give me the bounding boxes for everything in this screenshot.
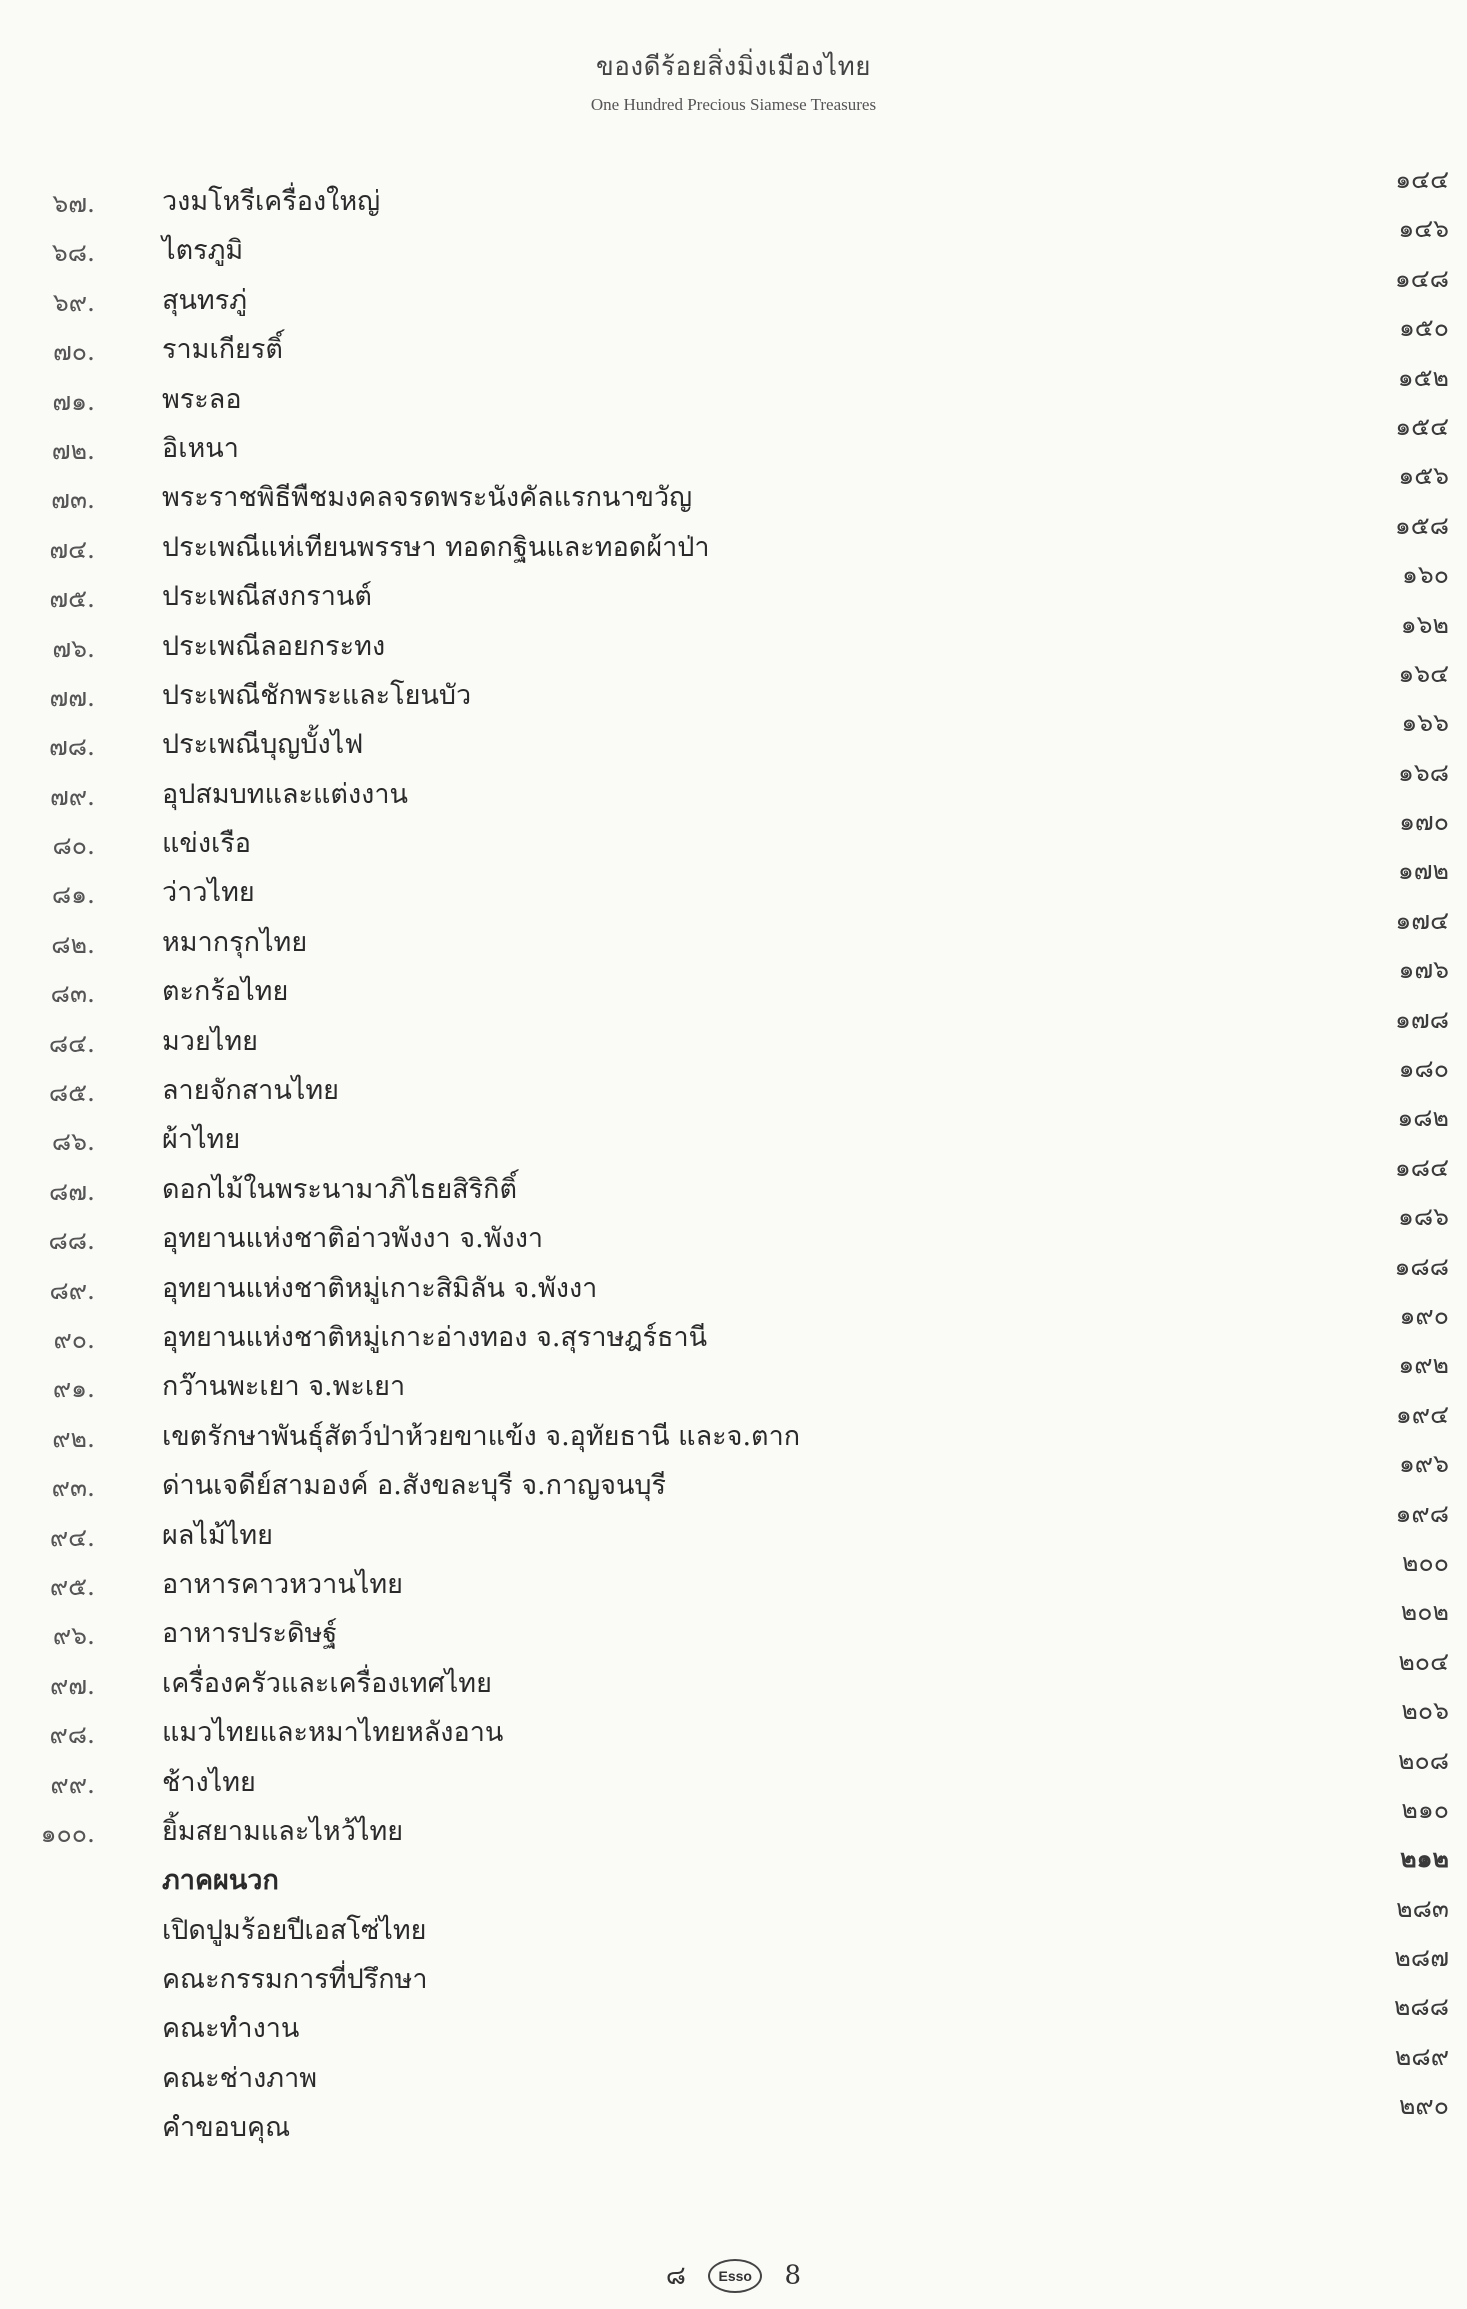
toc-item-number: ๗๕. [49, 584, 95, 614]
toc-item-page: ๒๐๘ [1397, 1745, 1449, 1775]
toc-item-title: ไตรภูมิ [162, 235, 244, 267]
page-number-arabic: 8 [784, 2260, 802, 2291]
toc-item-number: ๙๕. [49, 1571, 95, 1601]
toc-item-title: พระราชพิธีพืชมงคลจรดพระนังคัลแรกนาขวัญ [162, 482, 693, 514]
toc-item-number: ๘๒. [51, 929, 95, 959]
toc-item-title: เขตรักษาพันธุ์สัตว์ป่าห้วยขาแข้ง จ.อุทัยธานี และจ.ตาก [162, 1420, 801, 1452]
toc-item-title: กว๊านพะเยา จ.พะเยา [162, 1371, 406, 1403]
toc-item-page: ๑๕๘ [1394, 510, 1449, 540]
toc-item-page: ๑๖๔ [1398, 658, 1449, 688]
toc-row [0, 950, 1467, 1009]
toc-row [0, 1345, 1467, 1404]
toc-item-title: เปิดปูมร้อยปีเอสโซ่ไทย [162, 1914, 427, 1946]
toc-item-number: ๗๙. [49, 781, 95, 811]
toc-item-page: ๒๐๒ [1400, 1597, 1449, 1627]
toc-row [0, 753, 1467, 811]
toc-item-title: อุทยานแห่งชาติหมู่เกาะสิมิลัน จ.พังงา [162, 1272, 598, 1304]
page-number-thai: ๘ [665, 2261, 686, 2291]
toc-row [0, 456, 1467, 515]
toc-item-title: มวยไทย [162, 1025, 258, 1057]
toc-item-title: ช้างไทย [162, 1766, 256, 1798]
table-of-contents [0, 160, 1467, 2144]
toc-item-title: แมวไทยและหมาไทยหลังอาน [162, 1717, 504, 1749]
toc-row [0, 1741, 1467, 1799]
toc-item-number: ๙๗. [49, 1670, 95, 1700]
toc-item-page: ๑๕๔ [1395, 411, 1449, 441]
toc-item-title: คำขอบคุณ [162, 2112, 291, 2144]
toc-item-page: ๑๔๔ [1395, 165, 1449, 194]
toc-row [0, 358, 1467, 416]
toc-item-page: ๑๙๘ [1395, 1498, 1449, 1528]
toc-item-title: คณะกรรมการที่ปรึกษา [162, 1964, 428, 1996]
toc-item-number: ๘๔. [48, 1028, 95, 1058]
toc-item-number: ๖๗. [52, 189, 95, 218]
toc-item-title: สุนทรภู่ [162, 284, 248, 316]
toc-item-title: คณะทำงาน [162, 2013, 300, 2045]
toc-row [0, 1395, 1467, 1453]
toc-item-page: ๑๘๐ [1398, 1054, 1449, 1084]
toc-row [0, 1247, 1467, 1305]
toc-item-page: ๒๑๒ [1400, 1844, 1449, 1874]
toc-item-title: อาหารคาวหวานไทย [162, 1568, 403, 1600]
toc-item-title: ประเพณีแห่เทียนพรรษา ทอดกฐินและทอดผ้าป่า [162, 531, 710, 563]
toc-row [0, 654, 1467, 712]
toc-item-title: อุทยานแห่งชาติอ่าวพังงา จ.พังงา [162, 1223, 544, 1255]
toc-item-number: ๘๑. [51, 880, 95, 910]
toc-item-title: หมากรุกไทย [162, 926, 308, 958]
toc-item-page: ๑๖๒ [1400, 609, 1449, 639]
toc-item-number: ๗๒. [51, 435, 95, 465]
toc-row [0, 1049, 1467, 1108]
toc-item-title: อาหารประดิษฐ์ [162, 1618, 338, 1650]
toc-item-page: ๑๗๒ [1397, 856, 1449, 886]
toc-item-title: ลายจักสานไทย [162, 1075, 339, 1107]
toc-item-title: ประเพณีชักพระและโยนบัว [162, 679, 472, 711]
toc-row [0, 1000, 1467, 1058]
toc-item-number: ๙๐. [53, 1324, 95, 1354]
toc-row [0, 1642, 1467, 1700]
toc-item-number: ๙๙. [50, 1769, 95, 1799]
toc-item-page: ๑๕๖ [1398, 461, 1449, 491]
toc-item-title: รามเกียรติ์ [162, 334, 283, 366]
toc-row [0, 851, 1467, 910]
toc-row [0, 1494, 1467, 1552]
toc-item-page: ๑๗๘ [1395, 1004, 1449, 1034]
toc-item-page: ๑๗๖ [1398, 955, 1449, 985]
page-footer [0, 2255, 1467, 2296]
toc-row [0, 1790, 1467, 1848]
toc-item-page: ๑๙๒ [1398, 1350, 1449, 1380]
esso-logo-icon: Esso [708, 2259, 762, 2293]
toc-item-title: ผ้าไทย [162, 1124, 241, 1156]
toc-item-title: แข่งเรือ [162, 828, 251, 860]
toc-item-title: ดอกไม้ในพระนามาภิไธยสิริกิติ์ [162, 1173, 518, 1205]
toc-item-number: ๙๖. [52, 1621, 95, 1651]
toc-row [0, 407, 1467, 465]
toc-item-page: ๒๘๗ [1394, 1943, 1449, 1973]
page-header [0, 46, 1467, 115]
toc-item-number: ๗๐. [52, 337, 95, 367]
toc-item-page: ๒๘๓ [1396, 1893, 1449, 1923]
toc-item-page: ๑๘๒ [1397, 1103, 1449, 1133]
toc-item-title: เครื่องครัวและเครื่องเทศไทย [162, 1667, 492, 1699]
toc-row [0, 1444, 1467, 1503]
toc-row [0, 1148, 1467, 1206]
toc-row [0, 1839, 1467, 1897]
toc-item-title: ประเพณีลอยกระทง [162, 630, 386, 662]
toc-item-page: ๑๕๐ [1398, 313, 1449, 343]
toc-item-title: คณะช่างภาพ [162, 2062, 318, 2094]
toc-item-number: ๗๘. [48, 732, 95, 762]
toc-row [0, 901, 1467, 959]
toc-item-page: ๑๕๒ [1397, 362, 1449, 392]
toc-item-number: ๖๙. [52, 287, 95, 317]
toc-item-title: อุปสมบทและแต่งงาน [162, 778, 408, 810]
toc-item-number: ๙๓. [51, 1473, 95, 1503]
toc-item-number: ๙๘. [49, 1720, 95, 1750]
toc-item-title: ผลไม้ไทย [162, 1519, 273, 1551]
toc-item-page: ๑๖๐ [1402, 560, 1449, 590]
toc-item-number: ๙๑. [52, 1374, 95, 1404]
toc-item-title: ประเพณีสงกรานต์ [162, 581, 372, 613]
toc-item-number: ๘๕. [48, 1078, 95, 1108]
toc-item-page: ๑๙๖ [1398, 1449, 1449, 1479]
toc-item-page: ๑๔๘ [1394, 263, 1449, 293]
toc-row [0, 259, 1467, 317]
toc-item-page: ๑๘๘ [1394, 1251, 1449, 1281]
toc-item-title: ตะกร้อไทย [162, 976, 289, 1008]
toc-item-number: ๗๓. [51, 485, 95, 515]
toc-row [0, 2086, 1467, 2144]
book-title-english: One Hundred Precious Siamese Treasures [590, 95, 877, 114]
toc-item-number: ๙๒. [52, 1423, 95, 1453]
toc-item-number: ๗๔. [49, 534, 95, 564]
toc-item-number: ๙๔. [49, 1522, 95, 1552]
toc-item-title: ประเพณีบุญบั้งไฟ [162, 729, 364, 761]
toc-row [0, 1098, 1467, 1157]
toc-item-page: ๒๐๐ [1402, 1547, 1449, 1577]
toc-item-page: ๒๙๐ [1398, 2091, 1449, 2121]
toc-item-number: ๘๙. [49, 1275, 95, 1305]
toc-row [0, 1938, 1467, 1996]
toc-item-number: ๘๗. [48, 1176, 95, 1206]
toc-row [0, 605, 1467, 663]
toc-row [0, 1592, 1467, 1651]
toc-item-title: ว่าวไทย [162, 877, 255, 909]
toc-item-number: ๖๘. [51, 238, 95, 268]
toc-row [0, 1889, 1467, 1946]
toc-row [0, 506, 1467, 564]
toc-row [0, 555, 1467, 614]
toc-row [0, 802, 1467, 861]
toc-item-page: ๑๖๘ [1397, 757, 1449, 787]
toc-item-page: ๑๘๔ [1394, 1152, 1449, 1182]
toc-item-page: ๑๗๔ [1395, 905, 1449, 935]
toc-item-number: ๑๐๐. [40, 1818, 95, 1848]
toc-row [0, 1197, 1467, 1256]
toc-item-page: ๒๘๙ [1394, 2041, 1449, 2071]
book-title-thai: ของดีร้อยสิ่งมิ่งเมืองไทย [596, 52, 871, 82]
toc-item-page: ๑๙๔ [1395, 1399, 1449, 1429]
toc-row [0, 308, 1467, 367]
toc-row [0, 1296, 1467, 1354]
toc-row [0, 160, 1467, 218]
toc-item-number: ๘๐. [52, 831, 95, 861]
toc-item-number: ๗๗. [49, 682, 95, 712]
toc-item-title: ภาคผนวก [162, 1865, 279, 1897]
toc-item-page: ๑๖๖ [1401, 708, 1449, 738]
toc-item-title: อิเหนา [162, 432, 239, 464]
toc-row [0, 703, 1467, 762]
toc-item-number: ๘๓. [50, 979, 95, 1009]
toc-item-number: ๗๑. [52, 386, 95, 416]
toc-item-page: ๑๘๖ [1397, 1202, 1449, 1232]
toc-item-title: พระลอ [162, 383, 242, 415]
toc-item-page: ๑๔๖ [1398, 214, 1449, 244]
toc-row [0, 2037, 1467, 2094]
toc-item-page: ๒๐๖ [1401, 1696, 1449, 1726]
toc-item-title: ยิ้มสยามและไหว้ไทย [162, 1815, 404, 1847]
toc-item-title: อุทยานแห่งชาติหมู่เกาะอ่างทอง จ.สุราษฎร์ธานี [162, 1321, 708, 1353]
toc-row [0, 209, 1467, 268]
toc-row [0, 1543, 1467, 1601]
toc-item-number: ๗๖. [52, 633, 95, 663]
toc-item-page: ๒๑๐ [1401, 1794, 1449, 1824]
toc-item-page: ๒๘๘ [1393, 1992, 1449, 2022]
toc-item-page: ๑๙๐ [1399, 1300, 1449, 1330]
toc-row [0, 1691, 1467, 1750]
toc-item-title: วงมโหรีเครื่องใหญ่ [162, 186, 381, 217]
toc-item-number: ๘๘. [48, 1226, 95, 1256]
toc-row [0, 1987, 1467, 2045]
toc-item-title: ด่านเจดีย์สามองค์ อ.สังขละบุรี จ.กาญจนบุรี [162, 1470, 667, 1502]
toc-item-page: ๑๗๐ [1399, 807, 1449, 837]
toc-item-number: ๘๖. [51, 1127, 95, 1157]
toc-item-page: ๒๐๔ [1398, 1646, 1449, 1676]
